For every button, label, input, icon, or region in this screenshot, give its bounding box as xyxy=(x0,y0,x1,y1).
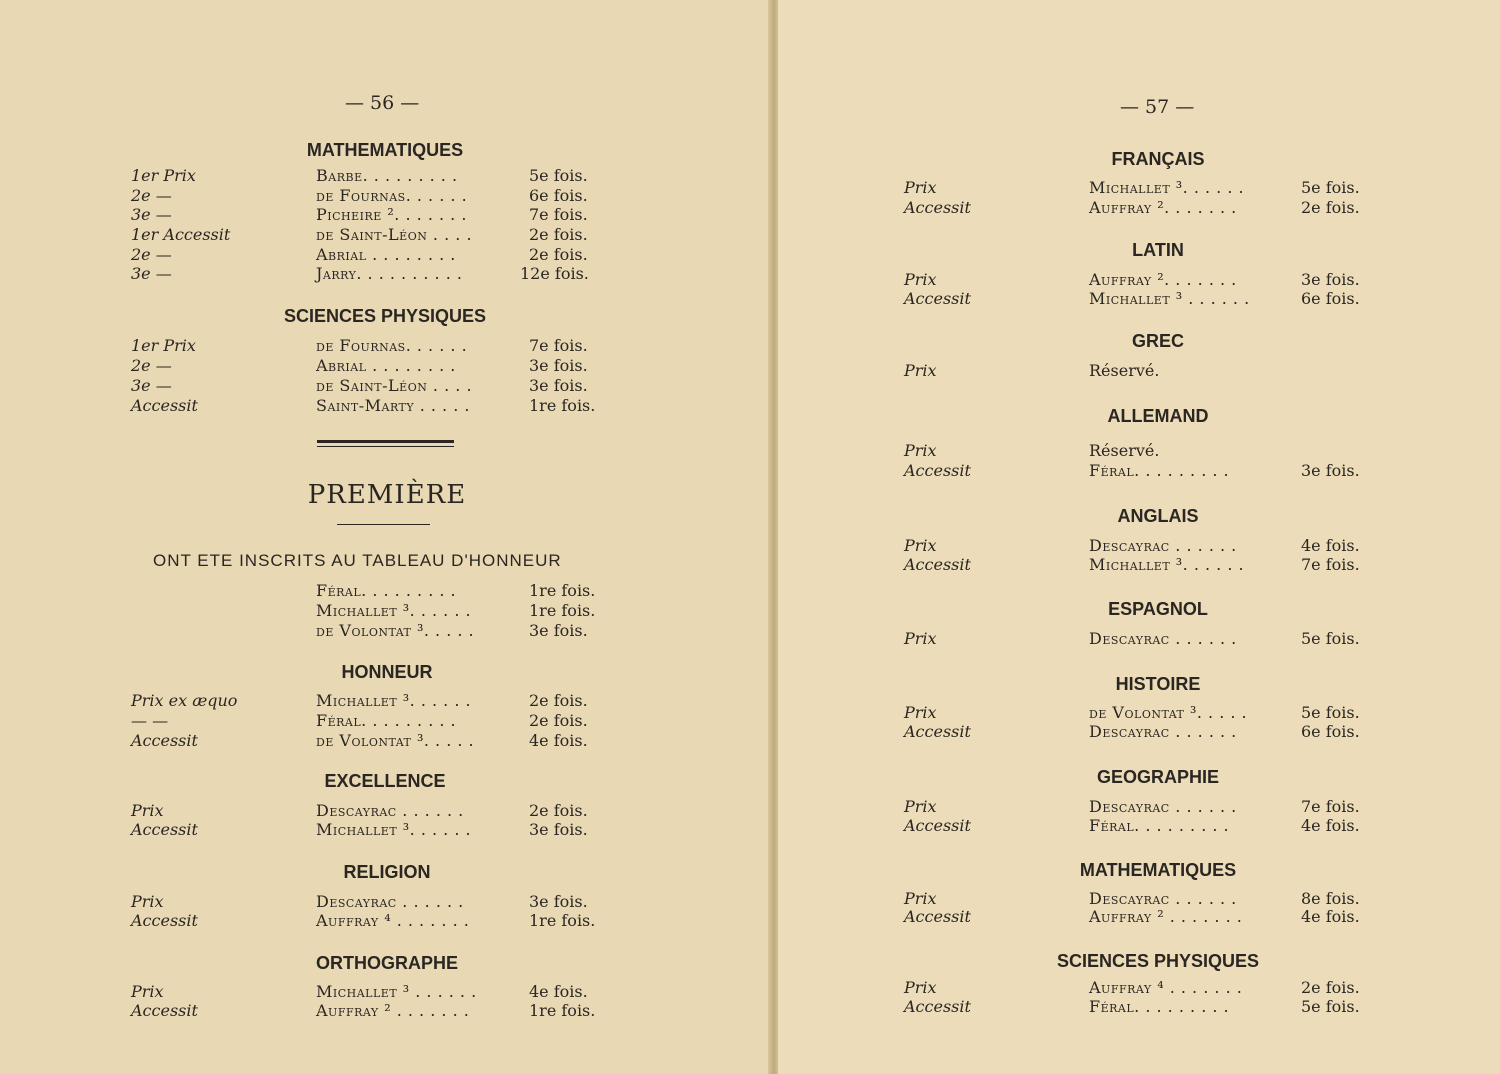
times-value: 6e fois. xyxy=(529,186,588,205)
rank-label: Prix xyxy=(904,270,937,289)
rank-label: Prix xyxy=(904,536,937,555)
section-title: GREC xyxy=(1131,331,1185,351)
rank-label: 3e — xyxy=(131,376,172,395)
student-name: de Volontat ³. . . . . xyxy=(316,621,475,640)
rank-label: 2e — xyxy=(131,186,172,205)
rank-label: Accessit xyxy=(904,997,971,1016)
section-title: ALLEMAND xyxy=(1107,406,1209,426)
student-name: de Saint-Léon . . . . xyxy=(316,225,473,244)
section-title: HISTOIRE xyxy=(1115,674,1201,694)
student-name: Picheire ². . . . . . . xyxy=(316,205,467,224)
rank-label: Prix xyxy=(904,441,937,460)
rank-label: Accessit xyxy=(131,820,198,839)
times-value: 1re fois. xyxy=(529,1001,596,1020)
student-name: Féral. . . . . . . . . xyxy=(316,581,457,600)
times-value: 5e fois. xyxy=(1301,997,1360,1016)
student-name: Descayrac . . . . . . xyxy=(1089,629,1237,648)
student-name: Barbe. . . . . . . . . xyxy=(316,166,458,185)
student-name: Descayrac . . . . . . xyxy=(1089,797,1237,816)
student-name: Réservé. xyxy=(1089,361,1160,380)
times-value: 7e fois. xyxy=(1301,555,1360,574)
honor-title: ONT ETE INSCRITS AU TABLEAU D'HONNEUR xyxy=(153,551,562,570)
student-name: Michallet ³. . . . . . xyxy=(1089,178,1245,197)
rank-label: Accessit xyxy=(131,911,198,930)
rank-label: Prix xyxy=(131,892,164,911)
times-value: 3e fois. xyxy=(1301,461,1360,480)
rank-label: Accessit xyxy=(904,289,971,308)
times-value: 4e fois. xyxy=(529,731,588,750)
section-title: LATIN xyxy=(1132,240,1184,260)
student-name: de Saint-Léon . . . . xyxy=(316,376,473,395)
rank-label: Prix xyxy=(131,982,164,1001)
page-number: — 56 — xyxy=(345,92,420,114)
times-value: 4e fois. xyxy=(529,982,588,1001)
student-name: de Fournas. . . . . . xyxy=(316,336,468,355)
rank-label: Accessit xyxy=(904,461,971,480)
rank-label: 3e — xyxy=(131,264,172,283)
section-title: SCIENCES PHYSIQUES xyxy=(1056,951,1260,971)
times-value: 3e fois. xyxy=(529,892,588,911)
times-value: 2e fois. xyxy=(1301,978,1360,997)
section-title: MATHEMATIQUES xyxy=(1079,860,1237,880)
rank-label: Prix ex æquo xyxy=(131,691,238,710)
times-value: 2e fois. xyxy=(529,691,588,710)
student-name: Descayrac . . . . . . xyxy=(1089,536,1237,555)
divider xyxy=(317,446,454,447)
student-name: Descayrac . . . . . . xyxy=(316,892,464,911)
student-name: Auffray ². . . . . . . xyxy=(1089,198,1237,217)
times-value: 5e fois. xyxy=(1301,178,1360,197)
rank-label: Accessit xyxy=(131,396,198,415)
rank-label: — — xyxy=(131,711,169,730)
student-name: Michallet ³. . . . . . xyxy=(316,820,472,839)
times-value: 4e fois. xyxy=(1301,536,1360,555)
section-title: EXCELLENCE xyxy=(324,771,446,791)
rank-label: Accessit xyxy=(904,816,971,835)
section-title: FRANÇAIS xyxy=(1111,149,1205,169)
student-name: Abrial . . . . . . . . xyxy=(316,245,456,264)
times-value: 1re fois. xyxy=(529,601,596,620)
section-title: HONNEUR xyxy=(341,662,433,682)
divider xyxy=(337,524,430,525)
times-value: 1re fois. xyxy=(529,396,596,415)
rank-label: Prix xyxy=(904,361,937,380)
rank-label: Accessit xyxy=(904,722,971,741)
student-name: Abrial . . . . . . . . xyxy=(316,356,456,375)
rank-label: 1er Prix xyxy=(131,336,196,355)
times-value: 4e fois. xyxy=(1301,907,1360,926)
times-value: 1re fois. xyxy=(529,911,596,930)
student-name: Auffray ⁴ . . . . . . . xyxy=(316,911,470,930)
rank-label: Prix xyxy=(904,978,937,997)
section-title: RELIGION xyxy=(343,862,431,882)
rank-label: 1er Prix xyxy=(131,166,196,185)
student-name: de Volontat ³. . . . . xyxy=(1089,703,1248,722)
times-value: 3e fois. xyxy=(529,820,588,839)
times-value: 6e fois. xyxy=(1301,722,1360,741)
rank-label: Accessit xyxy=(131,731,198,750)
times-value: 3e fois. xyxy=(1301,270,1360,289)
rank-label: 3e — xyxy=(131,205,172,224)
rank-label: Accessit xyxy=(131,1001,198,1020)
student-name: Réservé. xyxy=(1089,441,1160,460)
student-name: de Fournas. . . . . . xyxy=(316,186,468,205)
times-value: 3e fois. xyxy=(529,356,588,375)
student-name: Michallet ³ . . . . . . xyxy=(1089,289,1250,308)
times-value: 3e fois. xyxy=(529,376,588,395)
student-name: Auffray ² . . . . . . . xyxy=(316,1001,470,1020)
student-name: Descayrac . . . . . . xyxy=(1089,722,1237,741)
times-value: 8e fois. xyxy=(1301,889,1360,908)
section-title: ESPAGNOL xyxy=(1108,599,1208,619)
student-name: Féral. . . . . . . . . xyxy=(1089,997,1230,1016)
rank-label: 2e — xyxy=(131,356,172,375)
student-name: Michallet ³. . . . . . xyxy=(316,601,472,620)
student-name: Auffray ² . . . . . . . xyxy=(1089,907,1243,926)
rank-label: Accessit xyxy=(904,198,971,217)
student-name: Féral. . . . . . . . . xyxy=(1089,816,1230,835)
page-number: — 57 — xyxy=(1120,96,1195,118)
rank-label: Accessit xyxy=(904,555,971,574)
times-value: 2e fois. xyxy=(529,245,588,264)
times-value: 5e fois. xyxy=(1301,703,1360,722)
student-name: Descayrac . . . . . . xyxy=(1089,889,1237,908)
times-value: 5e fois. xyxy=(529,166,588,185)
student-name: Michallet ³ . . . . . . xyxy=(316,982,477,1001)
section-title: ORTHOGRAPHE xyxy=(315,953,459,973)
student-name: de Volontat ³. . . . . xyxy=(316,731,475,750)
class-title: PREMIÈRE xyxy=(307,480,467,510)
times-value: 7e fois. xyxy=(1301,797,1360,816)
page-57 xyxy=(778,0,1500,1074)
student-name: Féral. . . . . . . . . xyxy=(316,711,457,730)
times-value: 7e fois. xyxy=(529,205,588,224)
student-name: Auffray ². . . . . . . xyxy=(1089,270,1237,289)
divider xyxy=(317,440,454,443)
section-title: GEOGRAPHIE xyxy=(1096,767,1220,787)
rank-label: Prix xyxy=(904,889,937,908)
student-name: Saint-Marty . . . . . xyxy=(316,396,470,415)
rank-label: 2e — xyxy=(131,245,172,264)
student-name: Michallet ³. . . . . . xyxy=(1089,555,1245,574)
section-title: MATHEMATIQUES xyxy=(306,140,464,160)
times-value: 12e fois. xyxy=(520,264,589,283)
rank-label: Prix xyxy=(131,801,164,820)
section-title: ANGLAIS xyxy=(1117,506,1199,526)
student-name: Michallet ³. . . . . . xyxy=(316,691,472,710)
rank-label: Prix xyxy=(904,703,937,722)
times-value: 2e fois. xyxy=(529,225,588,244)
student-name: Auffray ⁴ . . . . . . . xyxy=(1089,978,1243,997)
rank-label: Prix xyxy=(904,629,937,648)
section-title: SCIENCES PHYSIQUES xyxy=(283,306,487,326)
times-value: 2e fois. xyxy=(1301,198,1360,217)
times-value: 1re fois. xyxy=(529,581,596,600)
times-value: 4e fois. xyxy=(1301,816,1360,835)
student-name: Jarry. . . . . . . . . . xyxy=(316,264,463,283)
times-value: 6e fois. xyxy=(1301,289,1360,308)
rank-label: 1er Accessit xyxy=(131,225,231,244)
times-value: 2e fois. xyxy=(529,801,588,820)
times-value: 7e fois. xyxy=(529,336,588,355)
times-value: 2e fois. xyxy=(529,711,588,730)
student-name: Féral. . . . . . . . . xyxy=(1089,461,1230,480)
rank-label: Prix xyxy=(904,178,937,197)
student-name: Descayrac . . . . . . xyxy=(316,801,464,820)
times-value: 3e fois. xyxy=(529,621,588,640)
rank-label: Prix xyxy=(904,797,937,816)
times-value: 5e fois. xyxy=(1301,629,1360,648)
rank-label: Accessit xyxy=(904,907,971,926)
